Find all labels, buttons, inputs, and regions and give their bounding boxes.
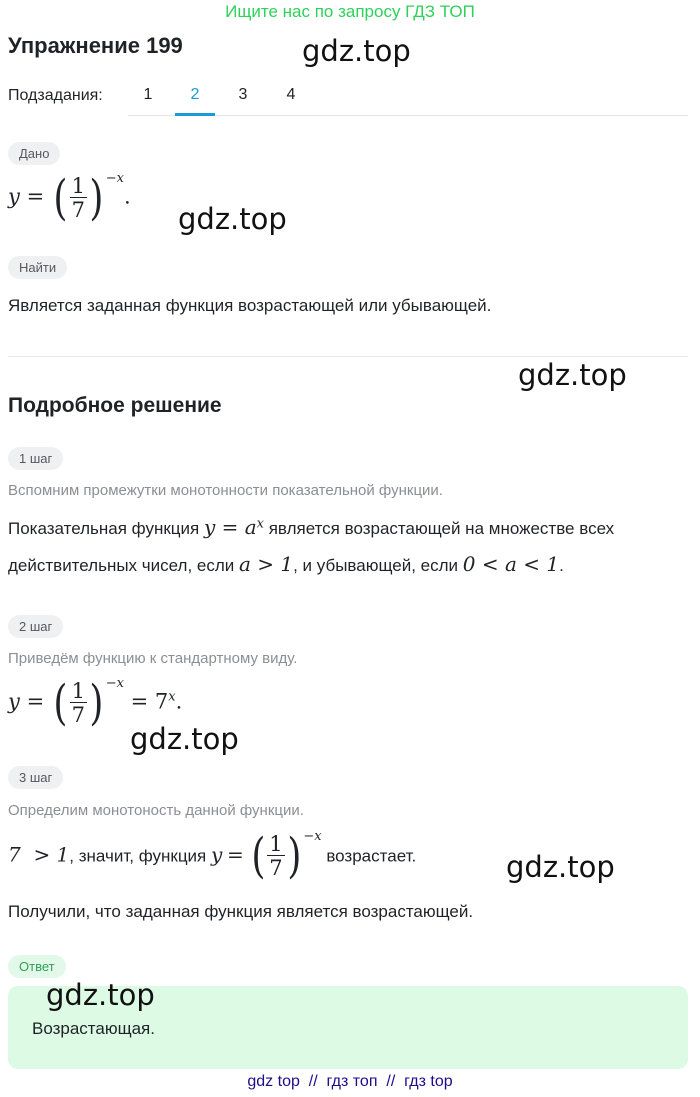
fraction-denominator: 7 (71, 197, 85, 222)
divider (8, 356, 688, 357)
step-2-hint: Приведём функцию к стандартному виду. (8, 650, 298, 667)
step-2-chip: 2 шаг (8, 615, 63, 638)
watermark: gdz.top (506, 850, 615, 884)
watermark: gdz.top (518, 358, 627, 392)
step-1-line-2: действительных чисел, если a > 1, и убывающей, если 0 < a < 1. (8, 552, 564, 576)
step-1-chip: 1 шаг (8, 447, 63, 470)
given-chip: Дано (8, 142, 60, 165)
step-3-conclusion: Получили, что заданная функция является возрастающей. (8, 902, 474, 921)
solution-title: Подробное решение (8, 394, 222, 417)
watermark: gdz.top (130, 722, 239, 756)
tab-2[interactable]: 2 (190, 86, 200, 103)
find-text: Является заданная функция возрастающей или убывающей. (8, 296, 492, 315)
step-3-chip: 3 шаг (8, 766, 63, 789)
step-3-hint: Определим монотоность данной функции. (8, 802, 304, 819)
find-chip: Найти (8, 256, 67, 279)
answer-chip: Ответ (8, 955, 66, 978)
step-1-hint: Вспомним промежутки монотонности показательной функции. (8, 482, 443, 499)
page-title: Упражнение 199 (8, 33, 183, 58)
subtask-tabs (128, 80, 688, 116)
step-3-line: 7 > 1, значит, функция y = ( $\frac{1}{7}$ ) $^{-x}$ возрастает. (8, 828, 417, 884)
given-formula: y = ( $\frac{1}{7}$ ) $^{-x}$. (8, 170, 131, 226)
tab-3[interactable]: 3 (238, 86, 248, 103)
step-1-line-1: Показательная функция $y = a^x$ является возрастающей на множестве всех (8, 515, 615, 539)
answer-text: Возрастающая. (32, 1019, 155, 1038)
subtasks-label: Подзадания: (8, 87, 103, 104)
footer-links[interactable]: gdz top // гдз топ // гдз top (247, 1073, 453, 1090)
top-banner: Ищите нас по запросу ГДЗ ТОП (225, 2, 475, 21)
tab-1[interactable]: 1 (143, 86, 153, 103)
active-tab-indicator (175, 113, 215, 116)
formula-exponent: −x (105, 170, 124, 186)
step-2-formula: y = ( $\frac{1}{7}$ ) $^{-x} = 7^x$. (8, 675, 183, 731)
watermark: gdz.top (46, 978, 155, 1012)
fraction-numerator: 1 (71, 173, 85, 198)
watermark: gdz.top (302, 34, 411, 68)
formula-eq: = (26, 184, 45, 209)
watermark: gdz.top (178, 202, 287, 236)
tab-4[interactable]: 4 (286, 86, 296, 103)
formula-lhs: y (8, 184, 20, 209)
